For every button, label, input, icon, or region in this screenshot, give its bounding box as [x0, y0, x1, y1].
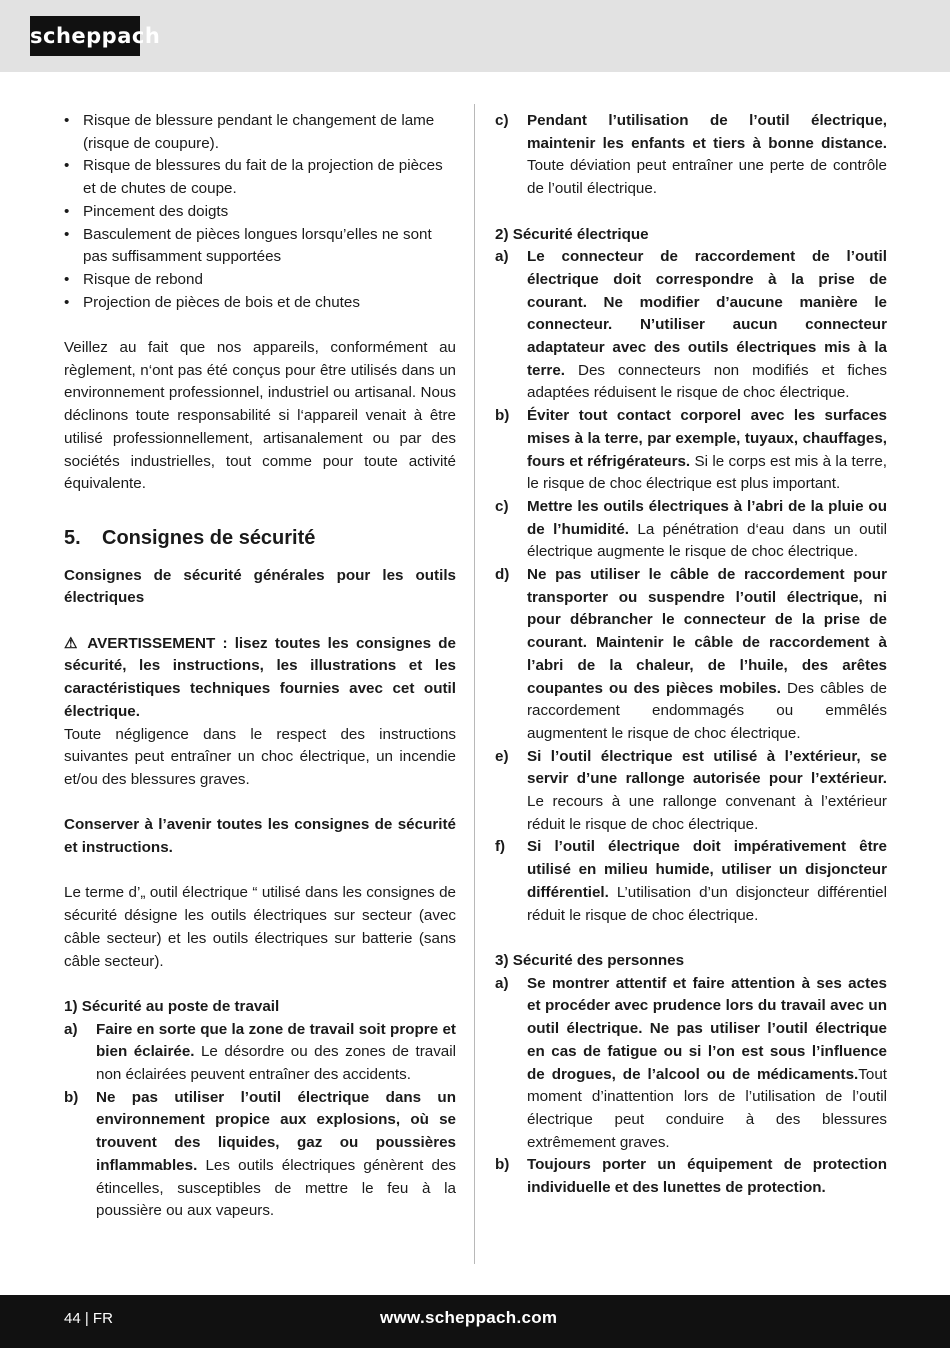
page-footer — [0, 1295, 950, 1348]
right-column — [495, 110, 887, 1200]
keep-instructions-note: Conserver à l’avenir toutes les consignes de sécurité et instructions. — [64, 816, 456, 857]
warning-heading: ⚠ AVERTISSEMENT : lisez toutes les consignes de sécurité, les instructions, les illustrations et les caractéristiques techniques fournies avec cet outil électrique. — [64, 634, 456, 720]
disclaimer-paragraph: Veillez au fait que nos appareils, conformément au règlement, n‘ont pas été conçus pour être utilisés dans un environnement professionnel, industriel ou artisanal. Nous déclinons toute responsabilité si l‘appareil venait à être utilisé professionnellement, artisanalement ou par des sociétés industrielles, tout comme pour toute activité équivalente. — [64, 339, 456, 493]
section-title: 5. Consignes de sécurité — [64, 526, 316, 549]
personal-item-a: a) Se montrer attentif et faire attention à ses actes et procéder avec prudence lors du travail avec un outil électrique. Ne pas utiliser l’outil électrique en cas de fatigue ou si l’on est sous l’influence de drogues, de l’alcool ou de médicaments.Tout moment d’inattention lors de l’utilisation de l’outil électrique peut conduire à des blessures extrêmement graves. — [495, 974, 887, 1151]
list-item: • Risque de blessures du fait de la projection de pièces et de chutes de coupe. — [64, 157, 443, 198]
brand-logo: scheppach — [30, 16, 140, 56]
personal-item-b: b) Toujours porter un équipement de protection individuelle et des lunettes de protection. — [495, 1156, 887, 1197]
workplace-heading: 1) Sécurité au poste de travail — [64, 997, 280, 1015]
workplace-item-c: c) Pendant l’utilisation de l’outil électrique, maintenir les enfants et tiers à bonne distance. Toute déviation peut entraîner une perte de contrôle de l’outil électrique. — [495, 112, 887, 198]
general-safety-heading: Consignes de sécurité générales pour les outils électriques — [64, 566, 456, 607]
workplace-item-b: b) Ne pas utiliser l’outil électrique dans un environnement propice aux explosions, où se trouvent des liquides, gaz ou poussières inflammables. Les outils électriques génèrent des étincelles, susceptibles de mettre le feu à la poussière ou aux vapeurs. — [64, 1088, 456, 1220]
warning-text: Toute négligence dans le respect des instructions suivantes peut entraîner un choc électrique, un incendie et/ou des blessures graves. — [64, 725, 456, 788]
electrical-item-c: c) Mettre les outils électriques à l’abri de la pluie ou de l’humidité. La pénétration d‘eau dans un outil électrique augmente le risque de choc électrique. — [495, 497, 887, 561]
page-number: 44 | FR — [64, 1310, 113, 1327]
term-definition: Le terme d’„ outil électrique “ utilisé dans les consignes de sécurité désigne les outils électriques sur secteur (avec câble secteur) et les outils électriques sur batterie (sans câble secteur). — [64, 884, 456, 970]
electrical-item-d: d) Ne pas utiliser le câble de raccordement pour transporter ou suspendre l’outil électrique, ni pour débrancher le connecteur de la prise de courant. Maintenir le câble de raccordement à l’abri de la chaleur, de l’huile, des arêtes coupantes ou des pièces mobiles. Des câbles de raccordement endommagés ou emmêlés augmentent le risque de choc électrique. — [495, 566, 887, 742]
list-item: • Risque de blessure pendant le changement de lame (risque de coupure). — [64, 112, 435, 152]
electrical-item-b: b) Éviter tout contact corporel avec les surfaces mises à la terre, par exemple, tuyaux, chauffages, fours et réfrigérateurs. Si le corps est mis à la terre, le risque de choc électrique est plus important. — [495, 407, 887, 493]
workplace-item-a: a) Faire en sorte que la zone de travail soit propre et bien éclairée. Le désordre ou des zones de travail non éclairées peuvent entraîner des accidents. — [64, 1020, 456, 1084]
website-link[interactable]: www.scheppach.com — [380, 1308, 558, 1327]
electrical-heading: 2) Sécurité électrique — [495, 225, 649, 243]
electrical-item-f: f) Si l’outil électrique doit impérativement être utilisé en milieu humide, utiliser un disjoncteur différentiel. L’utilisation d’un disjoncteur différentiel réduit le risque de choc électrique. — [495, 838, 887, 924]
personal-heading: 3) Sécurité des personnes — [495, 951, 685, 969]
column-divider — [474, 104, 475, 1264]
list-item: • Pincement des doigts — [64, 202, 229, 220]
electrical-item-a: a) Le connecteur de raccordement de l’outil électrique doit correspondre à la prise de courant. Ne modifier d’aucune manière le connecteur. N’utiliser aucun connecteur adaptateur avec des outils électriques mis à la terre. Des connecteurs non modifiés et fiches adaptées réduisent le risque de choc électrique. — [495, 248, 887, 402]
electrical-item-e: e) Si l’outil électrique est utilisé à l’extérieur, se servir d’une rallonge autorisée pour l’extérieur. Le recours à une rallonge convenant à l’extérieur réduit le risque de choc électrique. — [495, 747, 887, 833]
list-item: • Basculement de pièces longues lorsqu’elles ne sont pas suffisamment supportées — [64, 225, 432, 266]
list-item: • Risque de rebond — [64, 270, 203, 288]
page-header — [0, 0, 950, 72]
left-column — [64, 110, 456, 1223]
list-item: • Projection de pièces de bois et de chutes — [64, 293, 360, 311]
